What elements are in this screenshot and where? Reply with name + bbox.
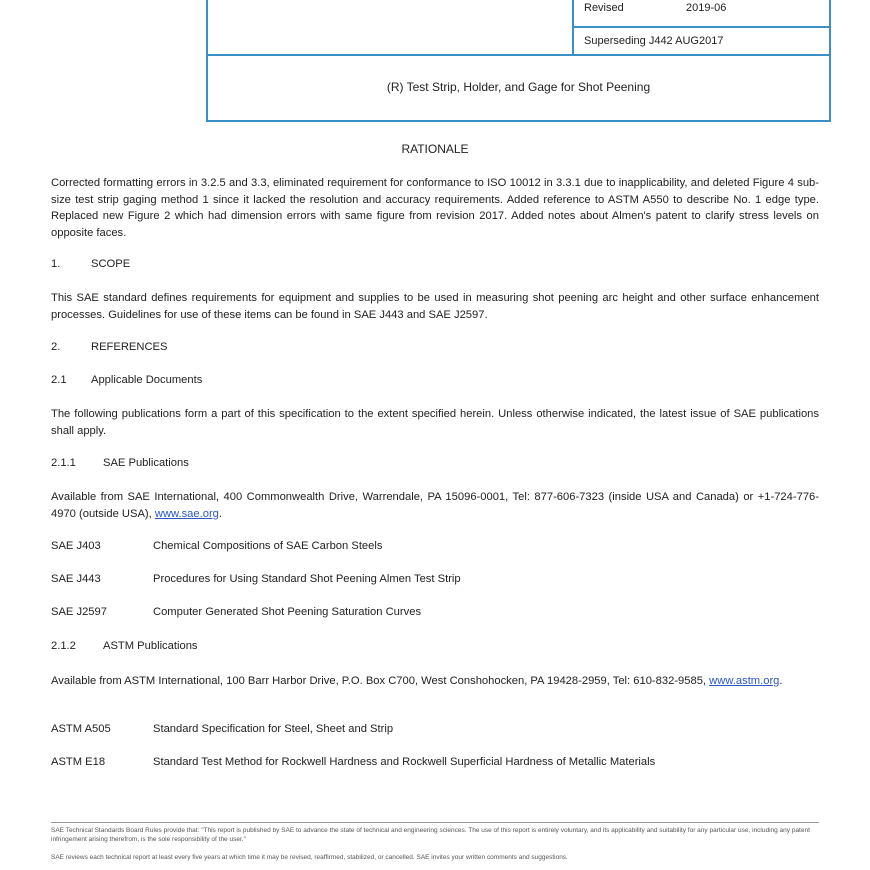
applicable-documents-heading [51, 374, 202, 386]
reference-code: SAE J403 [51, 540, 101, 552]
section-title: SCOPE [91, 258, 131, 270]
reference-title: Chemical Compositions of SAE Carbon Steels [153, 540, 383, 552]
section-number: 2.1 [51, 374, 67, 386]
sae-address: Available from SAE International, 400 Commonwealth Drive, Warrendale, PA 15096-0001, Tel: 877-606-7323 (inside USA and Canada) or +1-724-776-4970 (outside USA), [51, 491, 819, 520]
sae-publications-text: Available from SAE International, 400 Commonwealth Drive, Warrendale, PA 15096-0001, Tel: 877-606-7323 (inside USA and Canada) or +1-724-776-4970 (outside USA), www.sae.org. [51, 491, 819, 520]
reference-item [51, 573, 461, 585]
reference-code: ASTM E18 [51, 756, 106, 768]
astm-publications-heading [51, 640, 198, 652]
section-references-heading [51, 341, 167, 353]
astm-address: Available from ASTM International, 100 Barr Harbor Drive, P.O. Box C700, West Conshohocken, PA 19428-2959, Tel: 610-832-9585, [51, 675, 710, 687]
reference-title: Standard Specification for Steel, Sheet and Strip [153, 723, 394, 735]
astm-publications-text: Available from ASTM International, 100 Barr Harbor Drive, P.O. Box C700, West Conshohocken, PA 19428-2959, Tel: 610-832-9585, www.astm.org. [51, 675, 783, 687]
section-title: SAE Publications [103, 457, 189, 469]
footer-review-notice: SAE reviews each technical report at least every five years at which time it may be revised, reaffirmed, stabilized, or cancelled. SAE invites your written comments and suggestions. [51, 854, 568, 861]
reference-item [51, 606, 421, 618]
revised-label: Revised [584, 2, 624, 14]
footer-notice: SAE Technical Standards Board Rules provide that: "This report is published by SAE to advance the state of technical and engineering sciences. The use of this report is entirely voluntary, and its applicability and suitability for any particular use, including any patent infringement arising therefrom, is the sole responsibility of the user." [51, 827, 810, 843]
reference-title: Procedures for Using Standard Shot Peening Almen Test Strip [153, 573, 461, 585]
header-divider-small [572, 26, 829, 28]
section-title: Applicable Documents [91, 374, 203, 386]
footer-divider [51, 822, 819, 823]
revised-date: 2019-06 [686, 2, 727, 14]
reference-item [51, 540, 382, 552]
reference-code: SAE J2597 [51, 606, 107, 618]
reference-code: ASTM A505 [51, 723, 111, 735]
reference-item [51, 756, 655, 768]
section-title: REFERENCES [91, 341, 168, 353]
section-scope-heading [51, 258, 130, 270]
header-divider-horizontal [208, 54, 829, 56]
sae-website-link[interactable]: www.sae.org [154, 507, 219, 520]
superseding-text: Superseding J442 AUG2017 [584, 35, 724, 47]
scope-text: This SAE standard defines requirements for equipment and supplies to be used in measuring shot peening arc height and other surface enhancement processes. Guidelines for use of these items can be found in SAE J443 and SAE J2597. [51, 292, 819, 321]
section-number: 2.1.1 [51, 457, 76, 469]
reference-code: SAE J443 [51, 573, 101, 585]
document-header-box [206, 0, 831, 122]
section-number: 1. [51, 258, 61, 270]
astm-website-link[interactable]: www.astm.org [709, 675, 780, 687]
section-title: ASTM Publications [103, 640, 198, 652]
section-number: 2. [51, 341, 61, 353]
applicable-documents-text: The following publications form a part of this specification to the extent specified herein. Unless otherwise indicated, the latest issue of SAE publications shall apply. [51, 408, 819, 437]
rationale-text: Corrected formatting errors in 3.2.5 and 3.3, eliminated requirement for conformance to ISO 10012 in 3.3.1 due to inapplicability, and deleted Figure 4 sub-size test strip gaging method 1 since it lacked the resolution and accuracy requirements. Added reference to ASTM A550 to describe No. 1 edge type. Replaced new Figure 2 which had dimension errors with same figure from revision 2017. Added notes about Almen's patent to clarify stress levels on opposite faces. [51, 177, 819, 239]
section-number: 2.1.2 [51, 640, 76, 652]
header-divider-vertical [572, 0, 574, 56]
reference-title: Standard Test Method for Rockwell Hardness and Rockwell Superficial Hardness of Metallic Materials [153, 756, 656, 768]
document-title: (R) Test Strip, Holder, and Gage for Shot Peening [386, 80, 651, 94]
reference-item [51, 723, 393, 735]
sae-publications-heading [51, 457, 189, 469]
rationale-heading: RATIONALE [401, 142, 469, 156]
reference-title: Computer Generated Shot Peening Saturation Curves [153, 606, 422, 618]
